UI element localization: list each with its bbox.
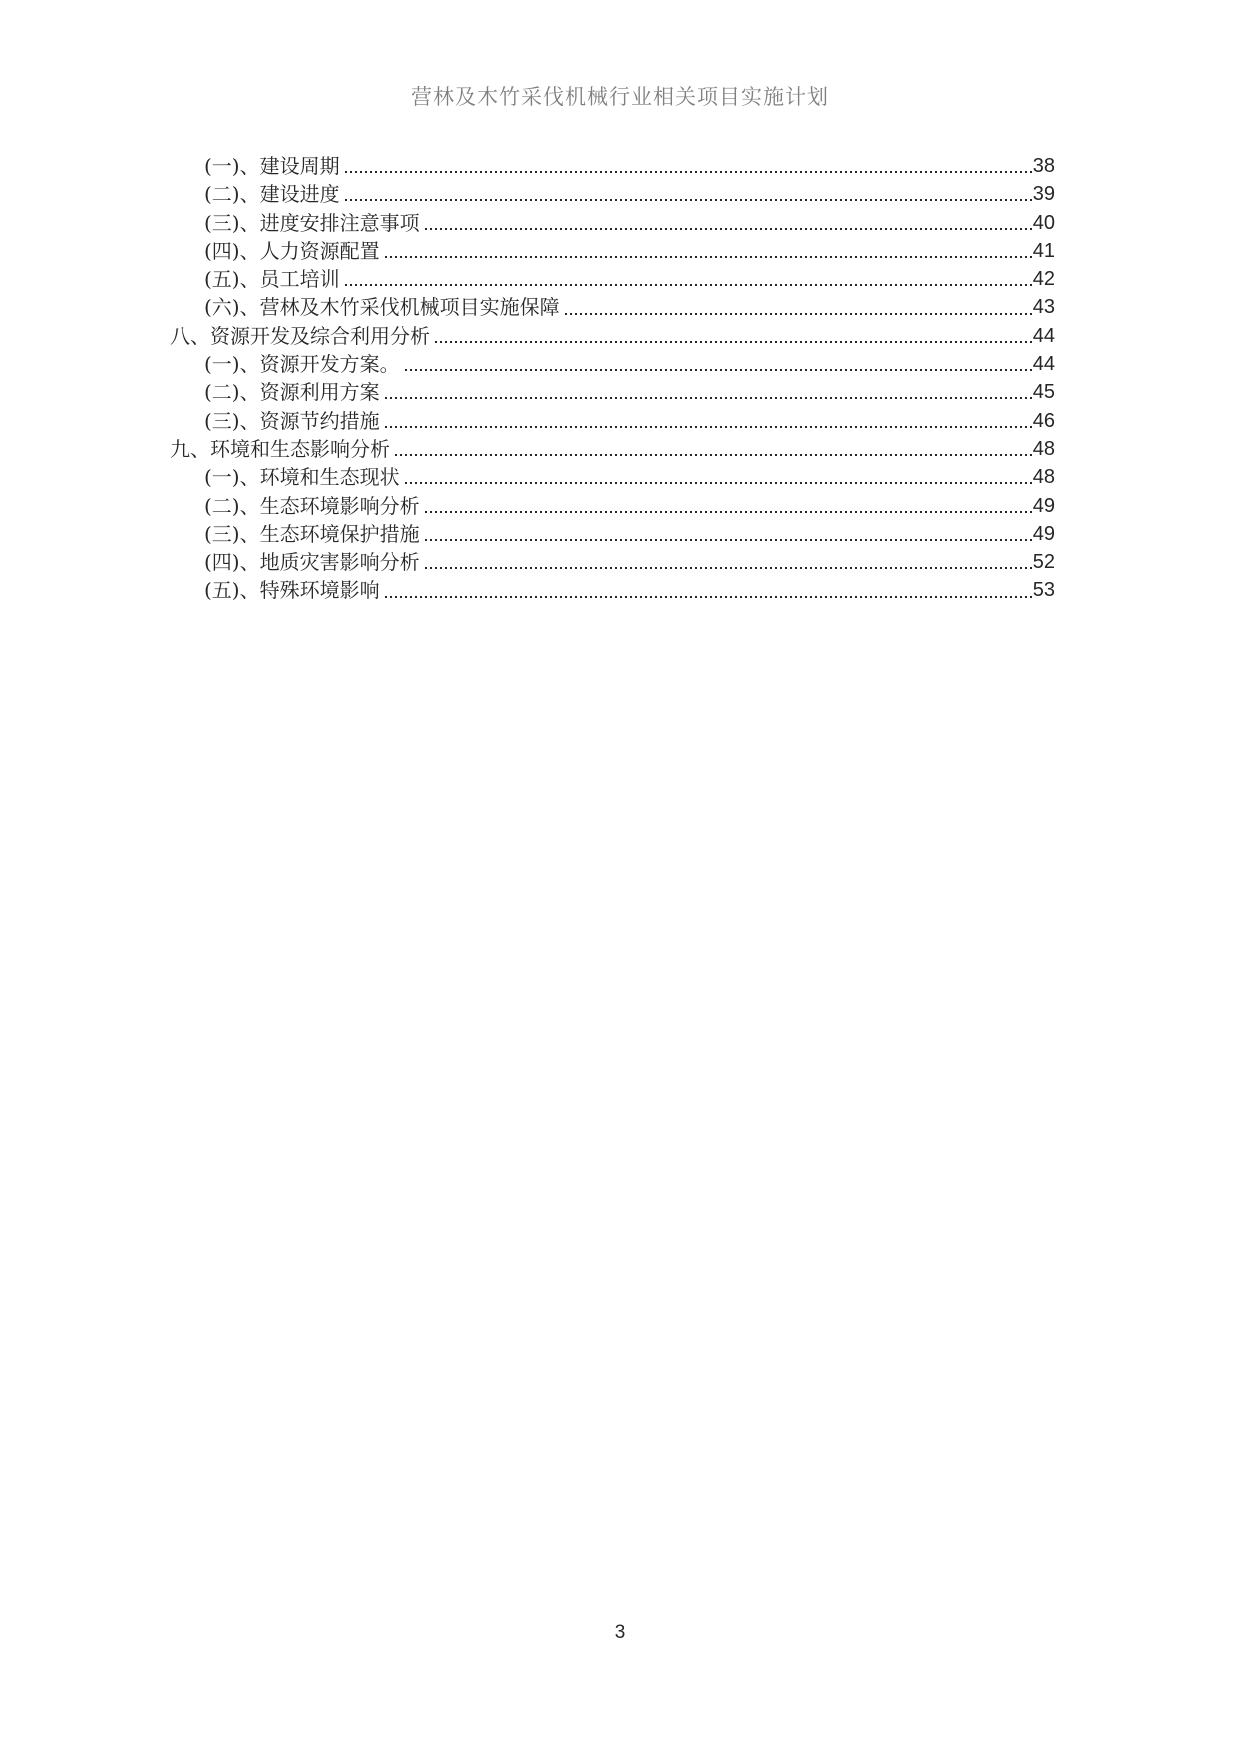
toc-entry-page-number: 48	[1032, 466, 1055, 489]
toc-leader-dots	[425, 492, 1032, 520]
table-of-contents	[170, 152, 1055, 605]
toc-entry-page-number: 46	[1032, 409, 1055, 432]
toc-entry-page-number: 40	[1032, 211, 1055, 234]
toc-entry[interactable]	[170, 463, 1055, 491]
toc-leader-dots	[565, 293, 1032, 321]
toc-entry-label: 八、资源开发及综合利用分析	[170, 323, 430, 348]
toc-entry-label: (三)、资源节约措施	[204, 408, 380, 433]
toc-entry-label: (一)、资源开发方案。	[204, 352, 400, 377]
toc-leader-dots	[345, 152, 1032, 180]
toc-entry[interactable]	[170, 152, 1055, 180]
toc-entry[interactable]	[170, 407, 1055, 435]
toc-leader-dots	[435, 322, 1032, 350]
toc-entry-page-number: 44	[1032, 353, 1055, 376]
footer-page-number: 3	[614, 1622, 626, 1643]
toc-entry-page-number: 53	[1032, 579, 1055, 602]
toc-entry-page-number: 45	[1032, 381, 1055, 404]
toc-entry-page-number: 49	[1032, 494, 1055, 517]
document-header-title: 营林及木竹采伐机械行业相关项目实施计划	[411, 85, 829, 109]
toc-leader-dots	[345, 265, 1032, 293]
toc-leader-dots	[425, 520, 1032, 548]
toc-entry-page-number: 49	[1032, 522, 1055, 545]
toc-entry-label: (六)、营林及木竹采伐机械项目实施保障	[204, 295, 560, 320]
toc-entry[interactable]	[170, 350, 1055, 378]
toc-entry-page-number: 42	[1032, 268, 1055, 291]
toc-leader-dots	[395, 435, 1032, 463]
toc-entry-page-number: 48	[1032, 437, 1055, 460]
toc-entry-label: (一)、环境和生态现状	[204, 465, 400, 490]
toc-entry[interactable]	[170, 209, 1055, 237]
toc-entry-label: 九、环境和生态影响分析	[170, 436, 390, 461]
toc-entry-page-number: 43	[1032, 296, 1055, 319]
toc-entry[interactable]	[170, 237, 1055, 265]
toc-entry[interactable]	[170, 322, 1055, 350]
toc-entry-page-number: 44	[1032, 324, 1055, 347]
toc-entry[interactable]	[170, 180, 1055, 208]
toc-entry-label: (五)、员工培训	[204, 267, 340, 292]
toc-entry-label: (二)、建设进度	[204, 182, 340, 207]
toc-leader-dots	[345, 180, 1032, 208]
toc-entry-label: (四)、地质灾害影响分析	[204, 550, 420, 575]
toc-entry[interactable]	[170, 576, 1055, 604]
toc-entry-page-number: 52	[1032, 551, 1055, 574]
toc-leader-dots	[405, 463, 1032, 491]
toc-leader-dots	[385, 407, 1032, 435]
toc-entry-label: (一)、建设周期	[204, 154, 340, 178]
toc-entry-label: (三)、生态环境保护措施	[204, 521, 420, 546]
toc-entry-label: (四)、人力资源配置	[204, 238, 380, 263]
toc-entry[interactable]	[170, 435, 1055, 463]
toc-entry[interactable]	[170, 293, 1055, 321]
toc-entry-label: (二)、生态环境影响分析	[204, 493, 420, 518]
toc-entry-label: (三)、进度安排注意事项	[204, 210, 420, 235]
toc-entry[interactable]	[170, 378, 1055, 406]
toc-entry[interactable]	[170, 520, 1055, 548]
toc-leader-dots	[425, 209, 1032, 237]
toc-leader-dots	[385, 237, 1032, 265]
toc-entry-label: (五)、特殊环境影响	[204, 578, 380, 603]
toc-entry-page-number: 41	[1032, 239, 1055, 262]
toc-entry[interactable]	[170, 492, 1055, 520]
toc-leader-dots	[385, 378, 1032, 406]
toc-entry-label: (二)、资源利用方案	[204, 380, 380, 405]
toc-leader-dots	[425, 548, 1032, 576]
toc-leader-dots	[405, 350, 1032, 378]
toc-entry[interactable]	[170, 265, 1055, 293]
toc-entry[interactable]	[170, 548, 1055, 576]
toc-entry-page-number: 38	[1032, 155, 1055, 177]
toc-entry-page-number: 39	[1032, 183, 1055, 206]
toc-leader-dots	[385, 576, 1032, 604]
